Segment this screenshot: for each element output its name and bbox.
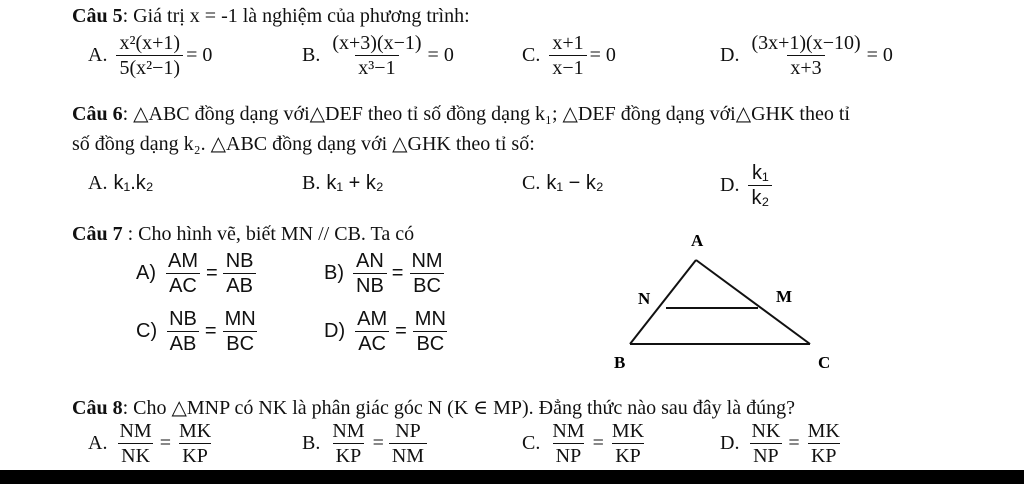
q8-text: : Cho △MNP có NK là phân giác góc N (K ∈ MP). Đẳng thức nào sau đây là đúng? bbox=[122, 397, 795, 419]
q6-option-d-fraction bbox=[748, 162, 772, 209]
q6-text-line1: : △ABC đồng dạng với△DEF theo tỉ số đồng dạng k₁; △DEF đồng dạng với△GHK theo tỉ bbox=[122, 103, 850, 125]
q7-option-b-equals: = bbox=[391, 262, 404, 284]
q7-option-d-letter: D) bbox=[324, 320, 346, 342]
q7-option-b-right bbox=[408, 250, 445, 297]
q6-option-d-num: k₁ bbox=[751, 162, 769, 184]
q5-option-b-num: (x+3)(x−1) bbox=[332, 32, 422, 54]
q8-option-a-left bbox=[116, 420, 154, 467]
q8-option-c-left-den: NP bbox=[553, 443, 585, 467]
q8-option-b-letter: B. bbox=[302, 432, 321, 454]
q7-text: : Cho hình vẽ, biết MN // CB. Ta có bbox=[122, 223, 415, 245]
q6-option-b-text: k₁ + k₂ bbox=[326, 172, 384, 194]
bottom-black-bar bbox=[0, 470, 1024, 484]
q8-option-d-left-num: NK bbox=[751, 420, 781, 442]
q8-label: Câu 8 bbox=[72, 397, 123, 419]
q8-option-d-equals: = bbox=[788, 432, 800, 454]
q6-option-c-text: k₁ − k₂ bbox=[546, 172, 604, 194]
q8-option-b-left-num: NM bbox=[332, 420, 365, 442]
q6-option-d-letter: D. bbox=[720, 174, 740, 196]
q7-option-d-right bbox=[412, 308, 449, 355]
q5-option-c-den: x−1 bbox=[549, 55, 586, 79]
q6-question-line2 bbox=[72, 132, 535, 156]
q7-option-c-left bbox=[166, 308, 200, 355]
q7-option-a-equals: = bbox=[206, 262, 218, 284]
q5-option-d-fraction bbox=[748, 32, 863, 79]
q7-option-a-right bbox=[223, 250, 257, 297]
q8-option-b-equals: = bbox=[372, 432, 384, 454]
q5-option-b-rhs: = 0 bbox=[427, 44, 454, 66]
q5-option-c-letter: C. bbox=[522, 44, 541, 66]
q8-option-a-left-num: NM bbox=[119, 420, 152, 442]
q8-option-b-right-den: NM bbox=[389, 443, 427, 467]
q6-label: Câu 6 bbox=[72, 103, 123, 125]
q5-option-b-den: x³−1 bbox=[355, 55, 398, 79]
q5-option-d-num: (3x+1)(x−10) bbox=[751, 32, 861, 54]
q6-option-a[interactable] bbox=[88, 172, 154, 195]
q5-option-b-fraction bbox=[329, 32, 424, 79]
q8-option-c-right-den: KP bbox=[612, 443, 644, 467]
q8-option-c-left bbox=[549, 420, 587, 467]
vertex-b-label: B bbox=[614, 353, 626, 372]
vertex-n-label: N bbox=[638, 289, 651, 308]
q8-option-b-right-num: NP bbox=[395, 420, 421, 442]
q7-option-d-left-num: AM bbox=[357, 308, 388, 330]
q7-option-b-left-num: AN bbox=[356, 250, 384, 272]
q7-option-c-right-num: MN bbox=[224, 308, 256, 330]
q8-option-d[interactable] bbox=[720, 420, 846, 467]
q8-option-c[interactable] bbox=[522, 420, 650, 467]
q6-text-line2: số đồng dạng k₂. △ABC đồng dạng với △GHK theo tỉ số: bbox=[72, 133, 535, 155]
q5-option-a-rhs: = 0 bbox=[186, 44, 213, 66]
q8-option-a-right-den: KP bbox=[179, 443, 211, 467]
q7-option-d-left bbox=[354, 308, 390, 355]
q8-option-d-right-den: KP bbox=[808, 443, 840, 467]
q7-label: Câu 7 bbox=[72, 223, 123, 245]
q5-label: Câu 5 bbox=[72, 5, 123, 27]
q5-option-a[interactable] bbox=[88, 32, 212, 79]
side-ac bbox=[696, 260, 810, 344]
q8-option-a-right-num: MK bbox=[178, 420, 212, 442]
q8-option-c-right-num: MK bbox=[611, 420, 645, 442]
q7-option-d-right-num: MN bbox=[414, 308, 446, 330]
q6-option-b-letter: B. bbox=[302, 172, 321, 194]
q6-option-c[interactable] bbox=[522, 172, 604, 195]
q5-option-d[interactable] bbox=[720, 32, 893, 79]
q7-option-c[interactable] bbox=[136, 308, 262, 355]
q7-option-b[interactable] bbox=[324, 250, 449, 297]
q5-option-a-letter: A. bbox=[88, 44, 108, 66]
vertex-a-label: A bbox=[691, 231, 704, 250]
vertex-c-label: C bbox=[818, 353, 831, 372]
q8-option-a-letter: A. bbox=[88, 432, 108, 454]
q6-option-a-text: k₁.k₂ bbox=[113, 172, 154, 194]
q5-text: : Giá trị x = -1 là nghiệm của phương trình: bbox=[122, 5, 470, 27]
triangle-figure bbox=[600, 228, 840, 378]
q5-option-a-fraction bbox=[116, 32, 183, 79]
q8-option-b-left bbox=[329, 420, 367, 467]
q5-option-c-rhs: = 0 bbox=[589, 44, 616, 66]
q6-question-line1 bbox=[72, 102, 850, 126]
q8-option-d-right-num: MK bbox=[807, 420, 840, 442]
q6-option-d-den: k₂ bbox=[748, 185, 772, 209]
q5-option-d-letter: D. bbox=[720, 44, 740, 66]
q7-option-c-equals: = bbox=[204, 320, 217, 342]
q8-option-c-equals: = bbox=[592, 432, 604, 454]
q7-option-c-right-den: BC bbox=[223, 331, 257, 355]
q5-option-b-letter: B. bbox=[302, 44, 321, 66]
q8-option-a-equals: = bbox=[159, 432, 171, 454]
q7-question bbox=[72, 222, 414, 246]
q8-option-d-left bbox=[748, 420, 783, 467]
q7-option-b-right-num: NM bbox=[411, 250, 443, 272]
q7-option-c-letter: C) bbox=[136, 320, 158, 342]
q5-option-c-fraction bbox=[549, 32, 586, 79]
q5-option-d-rhs: = 0 bbox=[866, 44, 893, 66]
q8-question bbox=[72, 396, 795, 420]
q7-option-d[interactable] bbox=[324, 308, 452, 355]
q7-option-a-right-den: AB bbox=[223, 273, 256, 297]
q7-option-a-right-num: NB bbox=[225, 250, 254, 272]
q6-option-b[interactable] bbox=[302, 172, 384, 195]
q7-option-b-left-den: NB bbox=[353, 273, 387, 297]
q5-option-a-num: x²(x+1) bbox=[119, 32, 181, 54]
q7-option-d-equals: = bbox=[395, 320, 407, 342]
q7-option-a-letter: A) bbox=[136, 262, 156, 284]
q7-option-c-left-den: AB bbox=[167, 331, 200, 355]
q5-option-d-den: x+3 bbox=[787, 55, 824, 79]
q8-option-b[interactable] bbox=[302, 420, 430, 467]
q8-option-c-letter: C. bbox=[522, 432, 541, 454]
q8-option-a-left-den: NK bbox=[118, 443, 153, 467]
q8-option-a[interactable] bbox=[88, 420, 217, 467]
q8-option-b-right bbox=[389, 420, 427, 467]
q8-option-d-left-den: NP bbox=[750, 443, 782, 467]
q8-option-c-right bbox=[609, 420, 647, 467]
q6-option-a-letter: A. bbox=[88, 172, 108, 194]
q6-option-d[interactable] bbox=[720, 162, 775, 209]
q5-option-c[interactable] bbox=[522, 32, 616, 79]
vertex-m-label: M bbox=[776, 287, 793, 306]
q7-option-d-left-den: AC bbox=[355, 331, 389, 355]
q5-option-b[interactable] bbox=[302, 32, 454, 79]
q8-option-c-left-num: NM bbox=[552, 420, 585, 442]
q7-option-b-right-den: BC bbox=[410, 273, 444, 297]
q7-option-a[interactable] bbox=[136, 250, 259, 297]
q8-option-d-right bbox=[805, 420, 843, 467]
q7-option-d-right-den: BC bbox=[413, 331, 447, 355]
q7-option-c-right bbox=[222, 308, 259, 355]
q7-option-a-left-den: AC bbox=[166, 273, 200, 297]
q7-option-b-letter: B) bbox=[324, 262, 344, 284]
q5-option-c-num: x+1 bbox=[552, 32, 584, 54]
q7-option-b-left bbox=[353, 250, 387, 297]
q7-option-a-left bbox=[165, 250, 201, 297]
q7-option-c-left-num: NB bbox=[169, 308, 197, 330]
q5-question bbox=[72, 4, 470, 28]
q7-option-a-left-num: AM bbox=[168, 250, 198, 272]
q8-option-b-left-den: KP bbox=[333, 443, 365, 467]
q8-option-d-letter: D. bbox=[720, 432, 740, 454]
q8-option-a-right bbox=[176, 420, 214, 467]
q5-option-a-den: 5(x²−1) bbox=[116, 55, 183, 79]
q6-option-c-letter: C. bbox=[522, 172, 541, 194]
